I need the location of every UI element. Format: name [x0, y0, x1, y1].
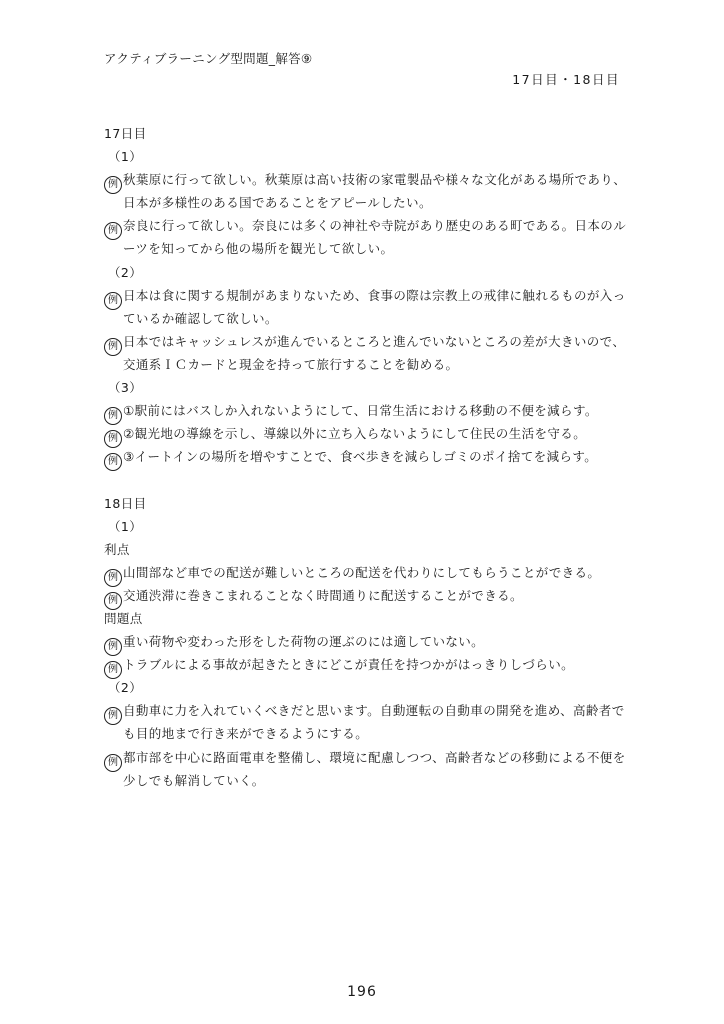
day18-merits-label: 利点 [104, 541, 130, 557]
example-mark-icon: 例 [104, 338, 122, 356]
document-title: アクティブラーニング型問題_解答⑨ [104, 51, 313, 66]
day17-q3-example1: 例 ①駅前にはバスしか入れないようにして、日常生活における移動の不便を減らす。 [104, 399, 632, 422]
day18-q1-label: （1） [108, 518, 143, 534]
example-mark-icon: 例 [104, 754, 122, 772]
day17-q1-example2: 例 奈良に行って欲しい。奈良には多くの神社や寺院があり歴史のある町である。日本のル [104, 214, 632, 237]
example-mark-icon: 例 [104, 707, 122, 725]
example-mark-icon: 例 [104, 453, 122, 471]
day17-q3-example3: 例 ③イートインの場所を増やすことで、食べ歩きを減らしゴミのポイ捨てを減らす。 [104, 445, 632, 468]
example-mark-icon: 例 [104, 661, 122, 679]
day17-q2-example1: 例 日本は食に関する規制があまりないため、食事の際は宗教上の戒律に触れるものが入っ [104, 284, 632, 307]
day18-heading: 18日目 [104, 495, 147, 511]
day18-problem1: 例 重い荷物や変わった形をした荷物の運ぶのには適していない。 [104, 630, 632, 653]
day18-merit2: 例 交通渋滞に巻きこまれることなく時間通りに配送することができる。 [104, 584, 632, 607]
answer-content [104, 122, 632, 792]
day18-problem2: 例 トラブルによる事故が起きたときにどこが責任を持つかがはっきりしづらい。 [104, 653, 632, 676]
document-days: 17日目・18日目 [512, 72, 620, 87]
day17-q2-example2: 例 日本ではキャッシュレスが進んでいるところと進んでいないところの差が大きいので、 [104, 330, 632, 353]
section-gap [104, 468, 632, 491]
day18-problems-label: 問題点 [104, 610, 143, 626]
example-mark-icon: 例 [104, 430, 122, 448]
day17-q1-example1: 例 秋葉原に行って欲しい。秋葉原は高い技術の家電製品や様々な文化がある場所であり、 [104, 168, 632, 191]
day18-q2-label: （2） [108, 680, 143, 696]
example-mark-icon: 例 [104, 176, 122, 194]
day18-q2-example2: 例 都市部を中心に路面電車を整備し、環境に配慮しつつ、高齢者などの移動による不便を [104, 746, 632, 769]
day17-q2-example1-cont: ているか確認して欲しい。 [123, 310, 278, 326]
example-mark-icon: 例 [104, 292, 122, 310]
day17-heading: 17日目 [104, 126, 147, 141]
example-mark-icon: 例 [104, 638, 122, 656]
day18-q2-example2-cont: 少しでも解消していく。 [123, 772, 265, 788]
day17-q1-example1-cont: 日本が多様性のある国であることをアピールしたい。 [123, 195, 432, 211]
day18-merit1: 例 山間部など車での配送が難しいところの配送を代わりにしてもらうことができる。 [104, 561, 632, 584]
day18-q2-example1-cont: も目的地まで行き来ができるようにする。 [123, 726, 369, 742]
day17-q3-label: （3） [108, 380, 143, 396]
page-number: 196 [347, 984, 377, 1000]
day17-q2-label: （2） [108, 264, 143, 280]
example-mark-icon: 例 [104, 592, 122, 610]
day17-q1-label: （1） [108, 149, 143, 165]
example-mark-icon: 例 [104, 569, 122, 587]
example-mark-icon: 例 [104, 407, 122, 425]
day17-q2-example2-cont: 交通系ＩＣカードと現金を持って旅行することを勧める。 [123, 356, 459, 372]
day17-q1-example2-cont: ーツを知ってから他の場所を観光して欲しい。 [123, 241, 394, 257]
day17-q3-example2: 例 ②観光地の導線を示し、導線以外に立ち入らないようにして住民の生活を守る。 [104, 422, 632, 445]
day18-q2-example1: 例 自動車に力を入れていくべきだと思います。自動運転の自動車の開発を進め、高齢者で [104, 699, 632, 722]
example-mark-icon: 例 [104, 222, 122, 240]
